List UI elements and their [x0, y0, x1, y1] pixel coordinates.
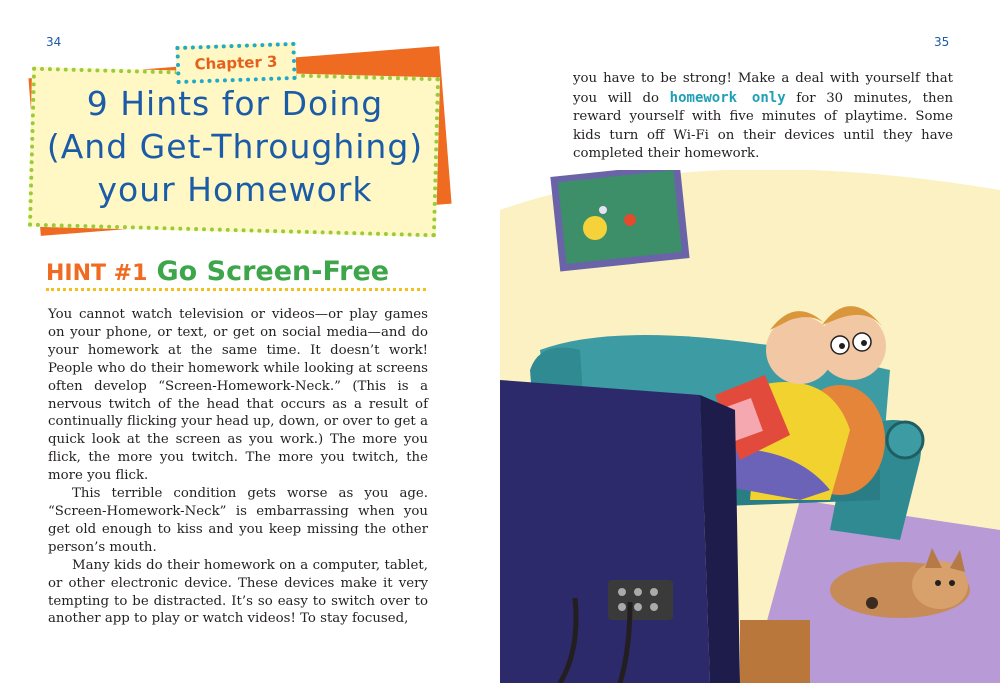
- text-run: you have to be strong! Make a deal with yourself that you will do: [573, 71, 953, 106]
- page-number-right: 35: [934, 35, 950, 49]
- chapter-title-line: your Homework: [97, 170, 373, 209]
- wall-outlet: [608, 580, 673, 620]
- floor-mat: [740, 620, 810, 683]
- right-body-text: [573, 70, 953, 164]
- chapter-title-line: (And Get-Throughing): [46, 127, 424, 166]
- hint-title: Go Screen-Free: [156, 256, 390, 287]
- text-run: for 30 minutes, then reward yourself with five minutes of playtime. Some kids turn off Wi-Fi on their devices until they have completed their homework.: [573, 90, 954, 162]
- left-body-text: [48, 306, 428, 628]
- chapter-tag: Chapter 3: [175, 42, 296, 84]
- television: [500, 380, 740, 683]
- paragraph: This terrible condition gets worse as you age. “Screen-Homework-Neck” is embarrassing when you get old enough to kiss and you keep missing the other person’s mouth.: [48, 486, 428, 555]
- chapter-title-line: 9 Hints for Doing: [86, 84, 384, 123]
- highlight-text: homework only: [669, 89, 786, 106]
- hint-underline: [46, 288, 426, 291]
- paragraph: [573, 70, 953, 164]
- paragraph: You cannot watch television or videos—or play games on your phone, or text, or get on social media—and do your homework at the same time. It doesn’t work! People who do their homework while looking at screens often develop “Screen-Homework-Neck.” (This is a nervous twitch of the head that occurs as a result of continually flicking your head up, down, or over to get a quick look at the screen as you work.) The more you flick, the more you twitch. The more you twitch, the more you flick.: [48, 307, 428, 484]
- chapter-title: [40, 82, 430, 211]
- hint-heading: [46, 256, 389, 287]
- page-number-left: 34: [46, 35, 62, 49]
- paragraph: Many kids do their homework on a computer, tablet, or other electronic device. These devices make it very tempting to be distracted. It’s so easy to switch over to another app to play or watch videos! To stay focused,: [48, 557, 428, 627]
- illustration: [500, 170, 1000, 683]
- wall-picture: [550, 170, 689, 272]
- hint-number: HINT #1: [46, 261, 148, 286]
